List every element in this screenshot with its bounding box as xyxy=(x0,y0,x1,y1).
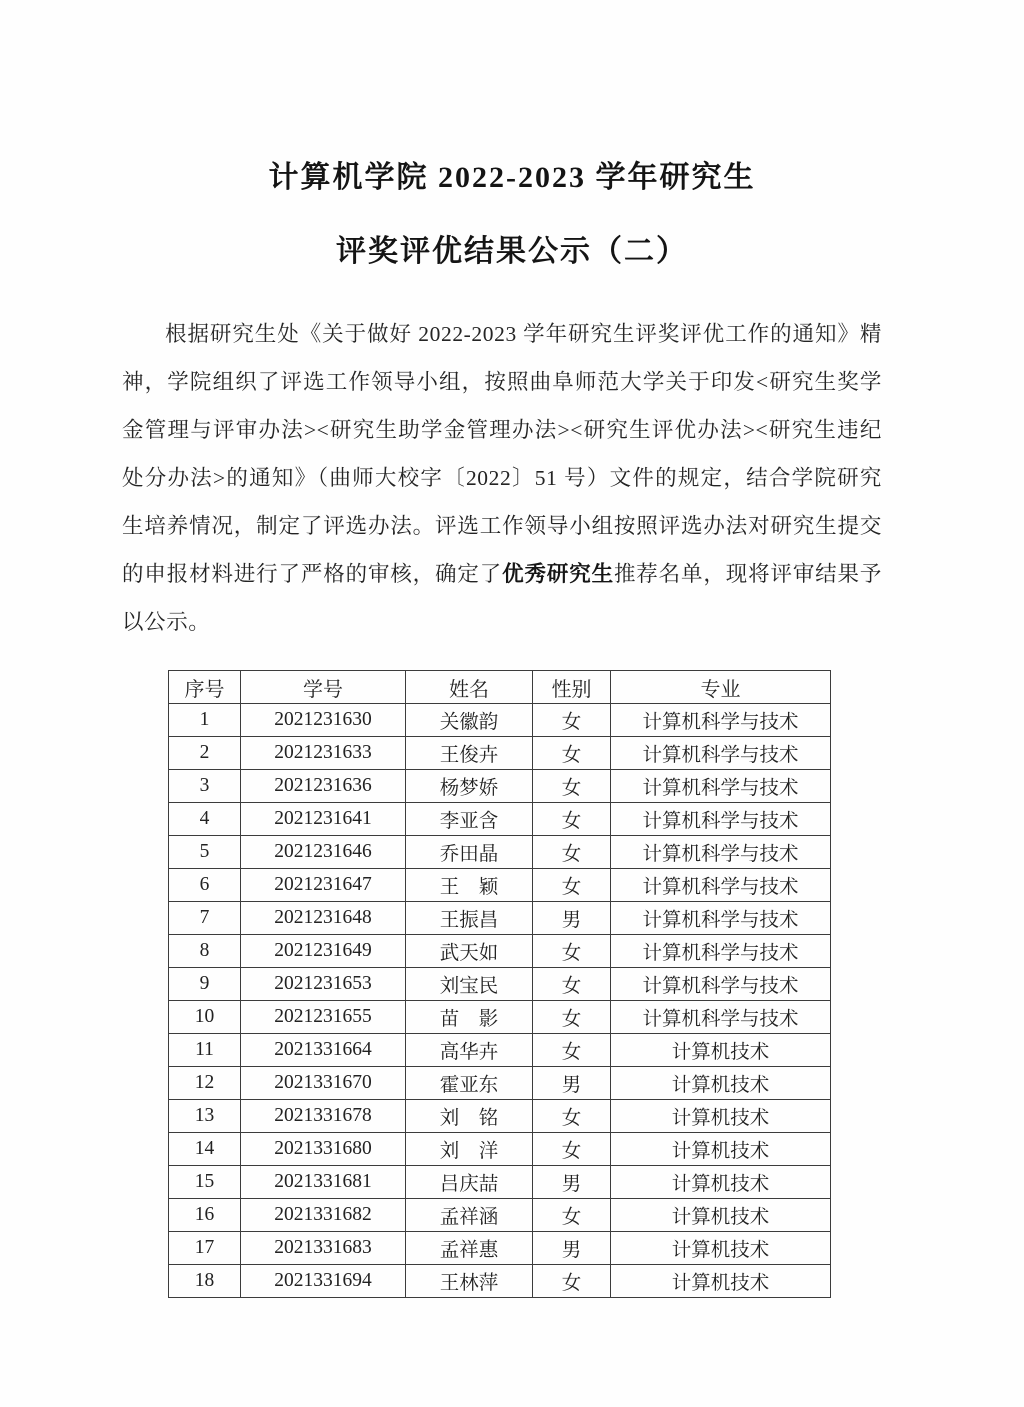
table-cell: 12 xyxy=(169,1067,241,1100)
column-header: 学号 xyxy=(241,671,406,704)
paragraph-bold-text: 优秀研究生 xyxy=(502,562,614,586)
table-cell: 16 xyxy=(169,1199,241,1232)
table-row xyxy=(169,704,831,737)
table-cell: 女 xyxy=(533,1199,611,1232)
table-row xyxy=(169,1100,831,1133)
table-cell: 女 xyxy=(533,1001,611,1034)
table-row xyxy=(169,935,831,968)
table-cell: 王振昌 xyxy=(406,902,533,935)
table-cell: 5 xyxy=(169,836,241,869)
table-cell: 2021231630 xyxy=(241,704,406,737)
table-cell: 计算机技术 xyxy=(611,1100,831,1133)
table-cell: 计算机科学与技术 xyxy=(611,968,831,1001)
table-row xyxy=(169,1067,831,1100)
table-cell: 2021231646 xyxy=(241,836,406,869)
table-cell: 霍亚东 xyxy=(406,1067,533,1100)
table-cell: 2021231648 xyxy=(241,902,406,935)
column-header: 姓名 xyxy=(406,671,533,704)
table-cell: 2021331694 xyxy=(241,1265,406,1298)
paragraph-text-after: 推荐名单，现将评审结果予以公示。 xyxy=(122,562,882,634)
table-cell: 女 xyxy=(533,968,611,1001)
table-cell: 计算机技术 xyxy=(611,1265,831,1298)
table-cell: 2021231649 xyxy=(241,935,406,968)
table-cell: 计算机技术 xyxy=(611,1034,831,1067)
table-cell: 男 xyxy=(533,1067,611,1100)
table-cell: 刘 洋 xyxy=(406,1133,533,1166)
table-cell: 乔田晶 xyxy=(406,836,533,869)
table-row xyxy=(169,1232,831,1265)
document-title-line2: 评奖评优结果公示（二） xyxy=(336,235,688,268)
document-paragraph xyxy=(122,310,882,646)
table-cell: 计算机科学与技术 xyxy=(611,935,831,968)
table-cell: 14 xyxy=(169,1133,241,1166)
column-header: 序号 xyxy=(169,671,241,704)
table-cell: 3 xyxy=(169,770,241,803)
table-cell: 2021331681 xyxy=(241,1166,406,1199)
table-cell: 计算机技术 xyxy=(611,1232,831,1265)
table-cell: 2021231655 xyxy=(241,1001,406,1034)
table-cell: 计算机科学与技术 xyxy=(611,836,831,869)
table-cell: 女 xyxy=(533,803,611,836)
table-cell: 计算机科学与技术 xyxy=(611,869,831,902)
table-cell: 计算机科学与技术 xyxy=(611,1001,831,1034)
table-cell: 2021331683 xyxy=(241,1232,406,1265)
table-cell: 吕庆喆 xyxy=(406,1166,533,1199)
table-cell: 女 xyxy=(533,836,611,869)
table-cell: 计算机技术 xyxy=(611,1199,831,1232)
table-cell: 女 xyxy=(533,1133,611,1166)
paragraph-text-before: 根据研究生处《关于做好 2022-2023 学年研究生评奖评优工作的通知》精神，学院组织了评选工作领导小组，按照曲阜师范大学关于印发<研究生奖学金管理与评审办法><研究生助学金管理办法><研究生评优办法><研究生违纪处分办法>的通知》（曲师大校字〔2022〕51 号）文件的规定，结合学院研究生培养情况，制定了评选办法。评选工作领导小组按照评选办法对研究生提交的申报材料进行了严格的审核，确定了 xyxy=(122,322,882,586)
table-cell: 8 xyxy=(169,935,241,968)
table-cell: 2021231653 xyxy=(241,968,406,1001)
table-row xyxy=(169,1199,831,1232)
table-cell: 王林萍 xyxy=(406,1265,533,1298)
table-header-row xyxy=(169,671,831,704)
table-row xyxy=(169,1034,831,1067)
table-cell: 女 xyxy=(533,935,611,968)
table-row xyxy=(169,836,831,869)
table-cell: 6 xyxy=(169,869,241,902)
table-cell: 王俊卉 xyxy=(406,737,533,770)
column-header: 专业 xyxy=(611,671,831,704)
table-cell: 刘 铭 xyxy=(406,1100,533,1133)
table-cell: 女 xyxy=(533,704,611,737)
table-row xyxy=(169,902,831,935)
table-cell: 10 xyxy=(169,1001,241,1034)
table-cell: 13 xyxy=(169,1100,241,1133)
table-cell: 计算机科学与技术 xyxy=(611,803,831,836)
table-cell: 2021231633 xyxy=(241,737,406,770)
table-row xyxy=(169,1265,831,1298)
table-cell: 2021331664 xyxy=(241,1034,406,1067)
table-cell: 女 xyxy=(533,1034,611,1067)
table-cell: 1 xyxy=(169,704,241,737)
table-cell: 男 xyxy=(533,902,611,935)
table-cell: 关徽韵 xyxy=(406,704,533,737)
table-cell: 2 xyxy=(169,737,241,770)
table-cell: 2021231636 xyxy=(241,770,406,803)
table-cell: 2021231641 xyxy=(241,803,406,836)
table-row xyxy=(169,1133,831,1166)
table-cell: 刘宝民 xyxy=(406,968,533,1001)
table-cell: 计算机技术 xyxy=(611,1067,831,1100)
table-cell: 7 xyxy=(169,902,241,935)
table-cell: 15 xyxy=(169,1166,241,1199)
table-cell: 计算机科学与技术 xyxy=(611,902,831,935)
table-cell: 2021331670 xyxy=(241,1067,406,1100)
table-row xyxy=(169,737,831,770)
table-cell: 杨梦娇 xyxy=(406,770,533,803)
table-cell: 2021331678 xyxy=(241,1100,406,1133)
table-cell: 高华卉 xyxy=(406,1034,533,1067)
table-row xyxy=(169,968,831,1001)
table-row xyxy=(169,803,831,836)
table-cell: 17 xyxy=(169,1232,241,1265)
table-cell: 武天如 xyxy=(406,935,533,968)
table-cell: 4 xyxy=(169,803,241,836)
table-body xyxy=(169,704,831,1298)
table-cell: 苗 影 xyxy=(406,1001,533,1034)
table-cell: 计算机技术 xyxy=(611,1133,831,1166)
table-cell: 女 xyxy=(533,1100,611,1133)
table-cell: 女 xyxy=(533,1265,611,1298)
column-header: 性别 xyxy=(533,671,611,704)
table-cell: 11 xyxy=(169,1034,241,1067)
table-cell: 计算机科学与技术 xyxy=(611,737,831,770)
table-row xyxy=(169,1166,831,1199)
table-cell: 男 xyxy=(533,1232,611,1265)
results-table xyxy=(168,670,831,1298)
table-cell: 女 xyxy=(533,737,611,770)
table-cell: 计算机科学与技术 xyxy=(611,770,831,803)
table-cell: 李亚含 xyxy=(406,803,533,836)
document-title-line1: 计算机学院 2022-2023 学年研究生 xyxy=(268,161,756,194)
table-row xyxy=(169,1001,831,1034)
table-cell: 2021231647 xyxy=(241,869,406,902)
table-cell: 孟祥惠 xyxy=(406,1232,533,1265)
table-cell: 男 xyxy=(533,1166,611,1199)
table-row xyxy=(169,770,831,803)
table-cell: 孟祥涵 xyxy=(406,1199,533,1232)
table-row xyxy=(169,869,831,902)
table-cell: 9 xyxy=(169,968,241,1001)
table-cell: 18 xyxy=(169,1265,241,1298)
table-cell: 计算机技术 xyxy=(611,1166,831,1199)
table-cell: 王 颖 xyxy=(406,869,533,902)
table-cell: 女 xyxy=(533,770,611,803)
table-cell: 计算机科学与技术 xyxy=(611,704,831,737)
table-cell: 2021331680 xyxy=(241,1133,406,1166)
table-cell: 女 xyxy=(533,869,611,902)
table-cell: 2021331682 xyxy=(241,1199,406,1232)
